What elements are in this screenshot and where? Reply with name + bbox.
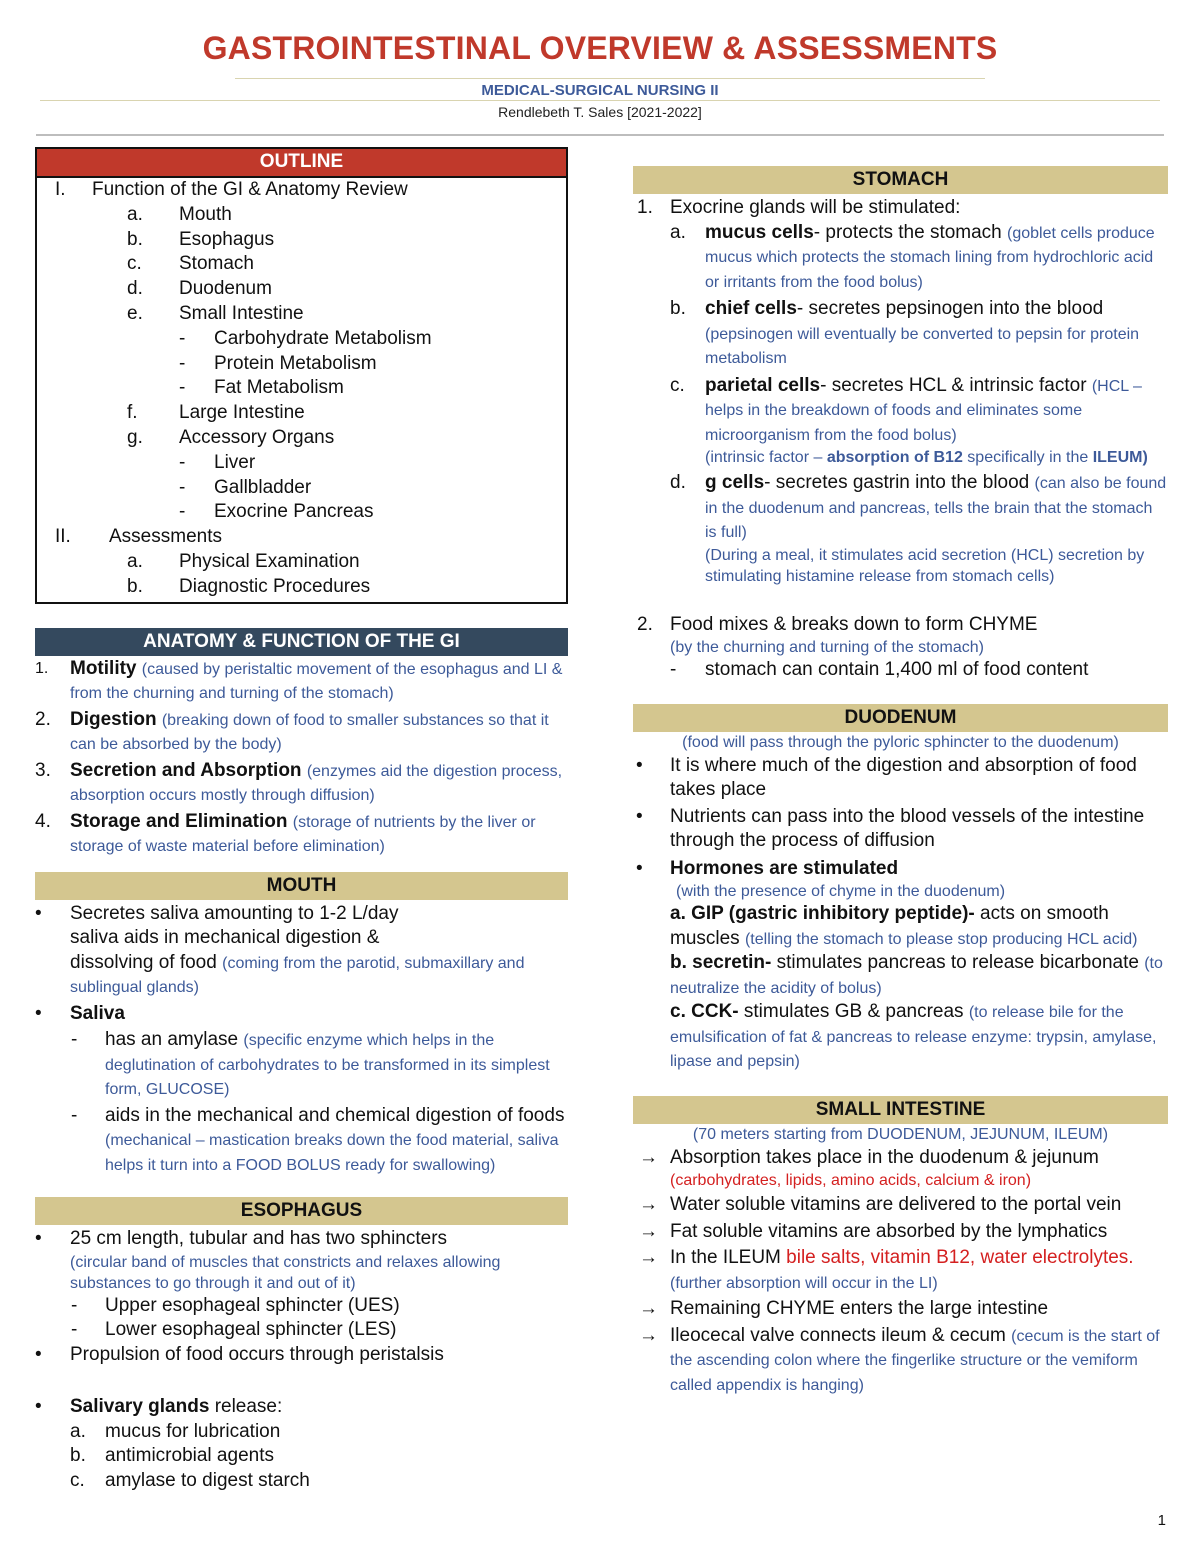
stomach-text: parietal cells (705, 374, 821, 396)
arrow-right-icon: → (639, 1220, 658, 1242)
list-marker: - (179, 476, 186, 498)
esophagus-section (35, 1227, 568, 1493)
bullet-icon: • (636, 805, 643, 827)
bullet-icon: • (35, 1396, 42, 1418)
stomach-note: (by the churning and turning of the stomach) (670, 639, 984, 656)
stomach-note: specifically in the (967, 449, 1089, 466)
small-intestine-note: (carbohydrates, lipids, amino acids, calcium & iron) (670, 1172, 1032, 1189)
small-intestine-text: Absorption takes place in the duodenum & jejunum (670, 1146, 1099, 1168)
list-item (35, 1469, 568, 1494)
mouth-section (35, 902, 568, 1178)
anatomy-note: (caused by peristaltic movement of the esophagus and LI & from the churning and turning of the stomach) (70, 660, 563, 703)
left-column (35, 147, 568, 1493)
outline-item (37, 376, 566, 401)
stomach-text: Exocrine glands will be stimulated: (670, 197, 961, 218)
arrow-right-icon: → (639, 1247, 658, 1268)
list-item (35, 1318, 568, 1343)
outline-item (37, 327, 566, 352)
small-intestine-note: (cecum is the start of the ascending colon where the fingerlike structure or the vemiform called appendix is hanging) (670, 1327, 1160, 1394)
list-marker: 4. (35, 810, 51, 832)
list-marker: b. (127, 575, 143, 597)
bullet-icon: • (35, 1228, 42, 1250)
outline-item (37, 277, 566, 302)
stomach-section (633, 196, 1168, 683)
list-marker: - (179, 327, 186, 349)
outline-item (37, 550, 566, 575)
duodenum-note: (to release bile for the emulsification of fat & pancreas to release enzyme: trypsin, amylase, lipase and pepsin) (670, 1004, 1157, 1070)
anatomy-term: Storage and Elimination (70, 810, 288, 832)
esophagus-text: Lower esophageal sphincter (LES) (105, 1319, 397, 1341)
bullet-icon: • (35, 1343, 42, 1365)
esophagus-text: 25 cm length, tubular and has two sphincters (70, 1228, 448, 1250)
list-item (35, 1444, 568, 1469)
stomach-text: - protects the stomach (813, 221, 1002, 243)
small-intestine-heading: SMALL INTESTINE (633, 1096, 1168, 1124)
list-marker: a. (127, 203, 143, 225)
stomach-note: (can also be found in the duodenum and pancreas, tells the brain that the stomach is full) (705, 475, 1167, 541)
anatomy-note: (breaking down of food to smaller substances so that it can be absorbed by the body) (70, 711, 549, 754)
list-marker: - (179, 377, 186, 399)
stomach-text: mucus cells (705, 221, 814, 243)
list-item (633, 613, 1168, 659)
list-marker: 1. (637, 197, 653, 218)
mouth-text: saliva aids in mechanical digestion & (70, 927, 380, 949)
outline-item-label: Protein Metabolism (214, 352, 377, 374)
arrow-right-icon: → (639, 1324, 658, 1346)
bullet-icon: • (636, 754, 643, 776)
list-item (35, 1343, 568, 1368)
right-column (633, 166, 1168, 1397)
list-marker: c. (670, 374, 685, 396)
anatomy-term: Digestion (70, 708, 157, 730)
outline-item-label: Physical Examination (179, 550, 360, 572)
list-marker: c. (70, 1469, 85, 1491)
outline-item-label: Mouth (179, 203, 232, 225)
esophagus-text: Upper esophageal sphincter (UES) (105, 1294, 400, 1316)
anatomy-note: (storage of nutrients by the liver or storage of waste material before elimination) (70, 813, 536, 856)
list-item (35, 657, 568, 706)
outline-item (37, 352, 566, 377)
anatomy-heading: ANATOMY & FUNCTION OF THE GI (35, 628, 568, 656)
stomach-text: - secretes HCL & intrinsic factor (820, 374, 1087, 396)
small-intestine-note: (further absorption will occur in the LI) (670, 1274, 938, 1292)
outline-item (37, 525, 566, 550)
stomach-text: chief cells (705, 298, 797, 319)
outline-item (37, 426, 566, 451)
list-item (633, 1297, 1168, 1322)
dash-icon: - (71, 1294, 78, 1316)
anatomy-term: Motility (70, 657, 137, 679)
duodenum-text: It is where much of the digestion and absorption of food takes place (670, 754, 1137, 800)
small-intestine-text: Water soluble vitamins are delivered to the portal vein (670, 1194, 1122, 1215)
list-item (633, 1324, 1168, 1398)
duodenum-text: b. secretin- (670, 952, 772, 973)
mouth-note: (mechanical – mastication breaks down the food material, saliva helps it turn into a FOOD BOLUS ready for swallowing) (105, 1132, 559, 1174)
list-marker: e. (127, 302, 143, 324)
list-marker: a. (70, 1420, 86, 1442)
stomach-note: (goblet cells produce mucus which protects the stomach lining from hydrochloric acid or irritants from the food bolus) (705, 224, 1155, 291)
duodenum-text: c. CCK- (670, 1001, 739, 1022)
outline-item (37, 500, 566, 525)
esophagus-text: mucus for lubrication (105, 1420, 281, 1442)
outline-heading: OUTLINE (37, 149, 566, 178)
duodenum-section (633, 754, 1168, 1074)
esophagus-text: amylase to digest starch (105, 1469, 310, 1491)
anatomy-term: Secretion and Absorption (70, 759, 302, 781)
esophagus-text: antimicrobial agents (105, 1445, 274, 1467)
outline-item (37, 451, 566, 476)
small-intestine-text: Remaining CHYME enters the large intestine (670, 1298, 1049, 1319)
list-item (633, 1220, 1168, 1245)
outline-item-label: Diagnostic Procedures (179, 575, 371, 597)
list-marker: 1. (35, 659, 49, 677)
duodenum-text: stimulates pancreas to release bicarbonate (776, 952, 1139, 973)
small-intestine-section (633, 1146, 1168, 1398)
list-marker: II. (55, 526, 71, 548)
outline-item-label: Carbohydrate Metabolism (214, 327, 432, 349)
list-item (35, 1227, 568, 1294)
dash-icon: - (71, 1104, 78, 1126)
outline-item (37, 178, 566, 203)
duodenum-heading: DUODENUM (633, 704, 1168, 732)
stomach-text: - secretes pepsinogen into the blood (796, 298, 1104, 319)
stomach-note: (During a meal, it stimulates acid secretion (HCL) secretion by stimulating histamine release from stomach cells) (705, 546, 1145, 585)
outline-item-label: Esophagus (179, 228, 275, 250)
list-marker: a. (127, 550, 143, 572)
list-item (633, 221, 1168, 295)
outline-item-label: Function of the GI & Anatomy Review (92, 179, 408, 200)
esophagus-note: (circular band of muscles that constricts and relaxes allowing substances to go through it and out of it) (70, 1253, 501, 1292)
divider (235, 78, 985, 79)
dash-icon: - (71, 1319, 78, 1341)
outline-item (37, 575, 566, 600)
mouth-note: (coming from the parotid, submaxillary and sublingual glands) (70, 954, 525, 997)
list-marker: - (179, 352, 186, 374)
esophagus-heading: ESOPHAGUS (35, 1197, 568, 1225)
outline-item (37, 302, 566, 327)
page-number: 1 (1157, 1512, 1166, 1529)
list-marker: b. (670, 298, 686, 319)
list-marker: 2. (637, 613, 653, 635)
outline-item-label: Large Intestine (179, 402, 305, 424)
duodenum-note: (with the presence of chyme in the duodenum) (676, 883, 1006, 900)
list-item (633, 658, 1168, 683)
stomach-text: Food mixes & breaks down to form CHYME (670, 613, 1038, 635)
outline-item-label: Liver (214, 451, 256, 473)
mouth-text: has an amylase (105, 1029, 239, 1051)
list-item (633, 1146, 1168, 1192)
list-marker: - (179, 451, 186, 473)
list-item (35, 708, 568, 757)
outline-box (35, 147, 568, 604)
list-item (633, 374, 1168, 469)
stomach-note: (intrinsic factor – (705, 449, 823, 466)
list-item (35, 1002, 568, 1027)
list-item (35, 902, 568, 1000)
list-item (633, 1193, 1168, 1218)
list-item (35, 810, 568, 859)
outline-item (37, 401, 566, 426)
list-item (633, 1246, 1168, 1295)
mouth-heading: MOUTH (35, 872, 568, 900)
esophagus-text: Propulsion of food occurs through peristalsis (70, 1343, 444, 1365)
list-item (633, 857, 1168, 1074)
list-marker: b. (127, 228, 143, 250)
list-item (633, 805, 1168, 854)
mouth-note: (specific enzyme which helps in the deglutination of carbohydrates to be transformed in its simplest form, GLUCOSE) (105, 1032, 550, 1099)
list-marker: 3. (35, 759, 51, 781)
list-marker: I. (55, 179, 66, 200)
stomach-text: g cells (705, 472, 765, 493)
dash-icon: - (670, 659, 677, 680)
list-marker: - (179, 501, 186, 523)
stomach-note: (pepsinogen will eventually be converted to pepsin for protein metabolism (705, 325, 1140, 367)
mouth-text: aids in the mechanical and chemical digestion of foods (105, 1104, 565, 1126)
list-item (633, 471, 1168, 587)
list-marker: a. (670, 221, 686, 243)
document-subtitle: MEDICAL-SURGICAL NURSING II (481, 82, 719, 99)
outline-item (37, 252, 566, 277)
outline-item-label: Gallbladder (214, 476, 312, 498)
outline-item (37, 228, 566, 253)
mouth-text: dissolving of food (70, 951, 217, 973)
anatomy-note: (enzymes aid the digestion process, absorption occurs mostly through diffusion) (70, 762, 563, 805)
list-item (633, 297, 1168, 371)
duodenum-note: (to neutralize the acidity of bolus) (670, 955, 1163, 997)
divider (40, 100, 1160, 101)
esophagus-text: Salivary glands (70, 1396, 210, 1418)
arrow-right-icon: → (639, 1194, 658, 1215)
outline-item-label: Stomach (179, 253, 254, 275)
list-marker: g. (127, 426, 143, 448)
list-marker: b. (70, 1445, 86, 1467)
mouth-text: Secretes saliva amounting to 1-2 L/day (70, 902, 399, 924)
duodenum-text: stimulates GB & pancreas (743, 1001, 964, 1022)
duodenum-text: a. GIP (gastric inhibitory peptide)- (670, 903, 975, 924)
bullet-icon: • (636, 857, 643, 879)
stomach-note: (HCL – helps in the breakdown of foods and eliminates some microorganism from the food bolus) (705, 377, 1142, 444)
divider (36, 134, 1164, 136)
outline-item-label: Fat Metabolism (214, 377, 344, 399)
stomach-text: - secretes gastrin into the blood (764, 472, 1030, 493)
list-item (35, 1395, 568, 1420)
arrow-right-icon: → (639, 1298, 658, 1319)
duodenum-text: acts on smooth muscles (670, 903, 1109, 949)
stomach-heading: STOMACH (633, 166, 1168, 194)
list-marker: f. (127, 402, 138, 424)
outline-item-label: Accessory Organs (179, 426, 335, 448)
list-item (633, 196, 1168, 221)
list-marker: 2. (35, 708, 51, 730)
outline-item-label: Small Intestine (179, 302, 304, 324)
outline-item (37, 476, 566, 501)
small-intestine-text: Ileocecal valve connects ileum & cecum (670, 1324, 1006, 1346)
dash-icon: - (71, 1029, 78, 1051)
small-intestine-text: bile salts, vitamin B12, water electrolytes. (786, 1247, 1134, 1268)
list-item (633, 754, 1168, 803)
document-header (0, 30, 1200, 67)
mouth-text: Saliva (70, 1002, 125, 1024)
arrow-right-icon: → (639, 1146, 658, 1168)
document-author: Rendlebeth T. Sales [2021-2022] (498, 104, 702, 120)
list-item (35, 1420, 568, 1445)
outline-item-label: Assessments (109, 526, 222, 548)
list-marker: d. (670, 472, 686, 493)
outline-item-label: Duodenum (179, 278, 272, 300)
stomach-text: stomach can contain 1,400 ml of food content (705, 659, 1089, 680)
document-title: GASTROINTESTINAL OVERVIEW & ASSESSMENTS (202, 30, 998, 66)
list-item (35, 1294, 568, 1319)
list-item (35, 1028, 568, 1102)
list-marker: d. (127, 278, 143, 300)
stomach-note: ILEUM) (1092, 449, 1148, 466)
duodenum-subheading: (food will pass through the pyloric sphincter to the duodenum) (682, 733, 1119, 751)
list-item (35, 1104, 568, 1178)
small-intestine-text: In the ILEUM (670, 1247, 781, 1268)
bullet-icon: • (35, 1002, 42, 1024)
list-marker: c. (127, 253, 142, 275)
stomach-note: absorption of B12 (826, 449, 963, 466)
anatomy-list (35, 657, 568, 859)
duodenum-note: (telling the stomach to please stop producing HCL acid) (744, 930, 1138, 948)
outline-item (37, 203, 566, 228)
duodenum-text: Nutrients can pass into the blood vessels of the intestine through the process of diffusion (670, 805, 1145, 851)
outline-list (37, 178, 566, 602)
bullet-icon: • (35, 902, 42, 924)
small-intestine-text: Fat soluble vitamins are absorbed by the lymphatics (670, 1220, 1108, 1242)
small-intestine-subheading: (70 meters starting from DUODENUM, JEJUNUM, ILEUM) (692, 1125, 1109, 1143)
esophagus-text: release: (214, 1396, 283, 1418)
duodenum-text: Hormones are stimulated (670, 857, 899, 879)
list-item (35, 759, 568, 808)
outline-item-label: Exocrine Pancreas (214, 501, 374, 523)
